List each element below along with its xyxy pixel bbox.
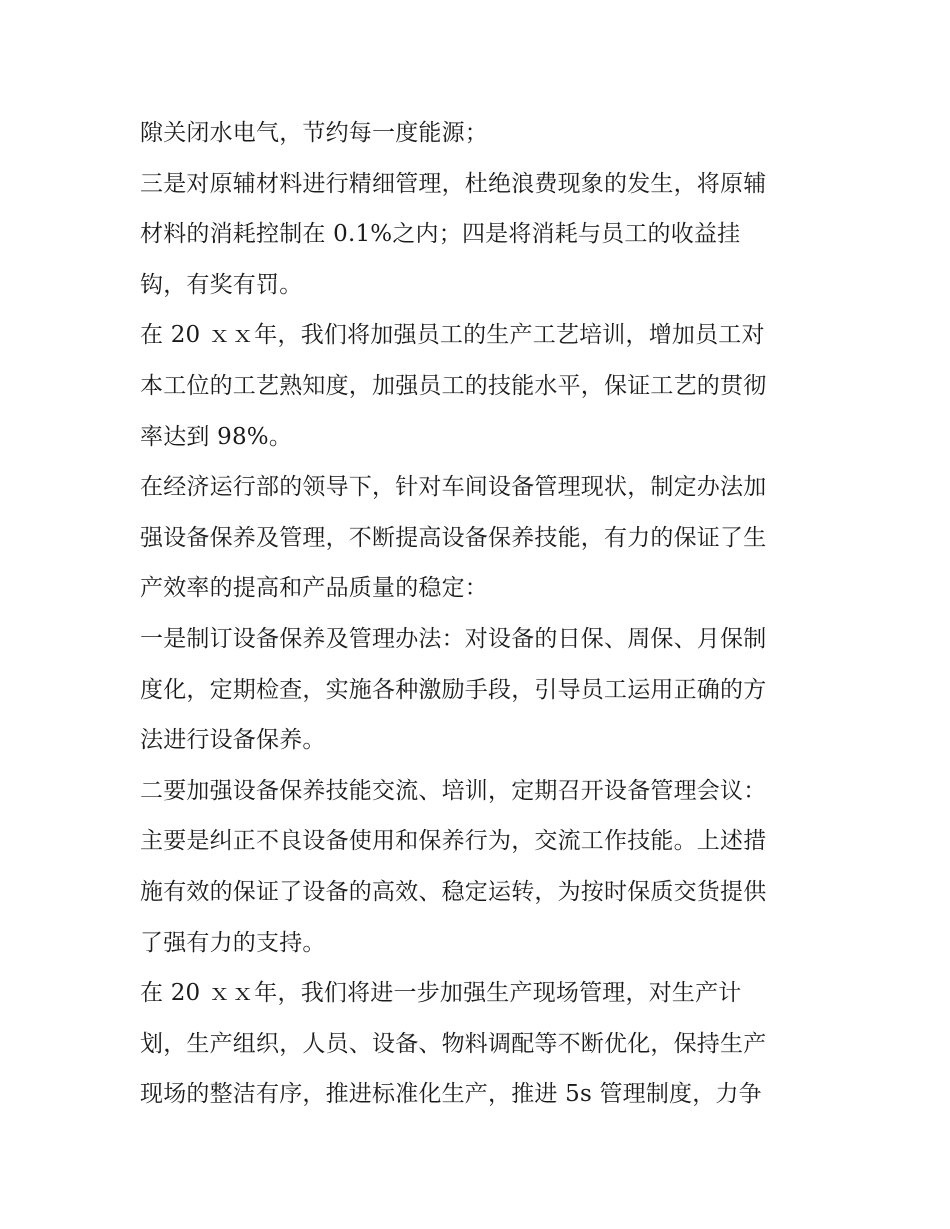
text-line: 二要加强设备保养技能交流、培训，定期召开设备管理会议： <box>140 777 767 804</box>
text-line: 钩，有奖有罚。 <box>140 271 303 298</box>
document-body <box>140 108 820 1120</box>
text-line: 材料的消耗控制在 0.1%之内；四是将消耗与员工的收益挂 <box>140 221 741 248</box>
text-line: 现场的整洁有序，推进标准化生产，推进 5s 管理制度，力争 <box>140 1081 762 1108</box>
text-line: 主要是纠正不良设备使用和保养行为，交流工作技能。上述措 <box>140 828 767 855</box>
text-line: 划，生产组织，人员、设备、物料调配等不断优化，保持生产 <box>140 1030 767 1057</box>
text-line: 隙关闭水电气，节约每一度能源； <box>140 120 488 146</box>
text-line: 度化，定期检查，实施各种激励手段，引导员工运用正确的方 <box>140 676 767 703</box>
text-line: 强设备保养及管理，不断提高设备保养技能，有力的保证了生 <box>140 524 767 551</box>
text-line: 法进行设备保养。 <box>140 727 326 754</box>
text-line: 一是制订设备保养及管理办法：对设备的日保、周保、月保制 <box>140 625 767 652</box>
text-line: 率达到 98%。 <box>140 423 293 450</box>
text-line: 了强有力的支持。 <box>140 929 326 956</box>
text-line: 三是对原辅材料进行精细管理，杜绝浪费现象的发生，将原辅 <box>140 170 767 197</box>
text-line: 本工位的工艺熟知度，加强员工的技能水平，保证工艺的贯彻 <box>140 372 767 399</box>
text-line: 在 20 ｘｘ年，我们将进一步加强生产现场管理，对生产计 <box>140 980 742 1007</box>
text-line: 在经济运行部的领导下，针对车间设备管理现状，制定办法加 <box>140 474 767 501</box>
text-line: 在 20 ｘｘ年，我们将加强员工的生产工艺培训，增加员工对 <box>140 322 765 349</box>
text-line: 施有效的保证了设备的高效、稳定运转，为按时保质交货提供 <box>140 878 767 905</box>
text-line: 产效率的提高和产品质量的稳定： <box>140 575 488 602</box>
